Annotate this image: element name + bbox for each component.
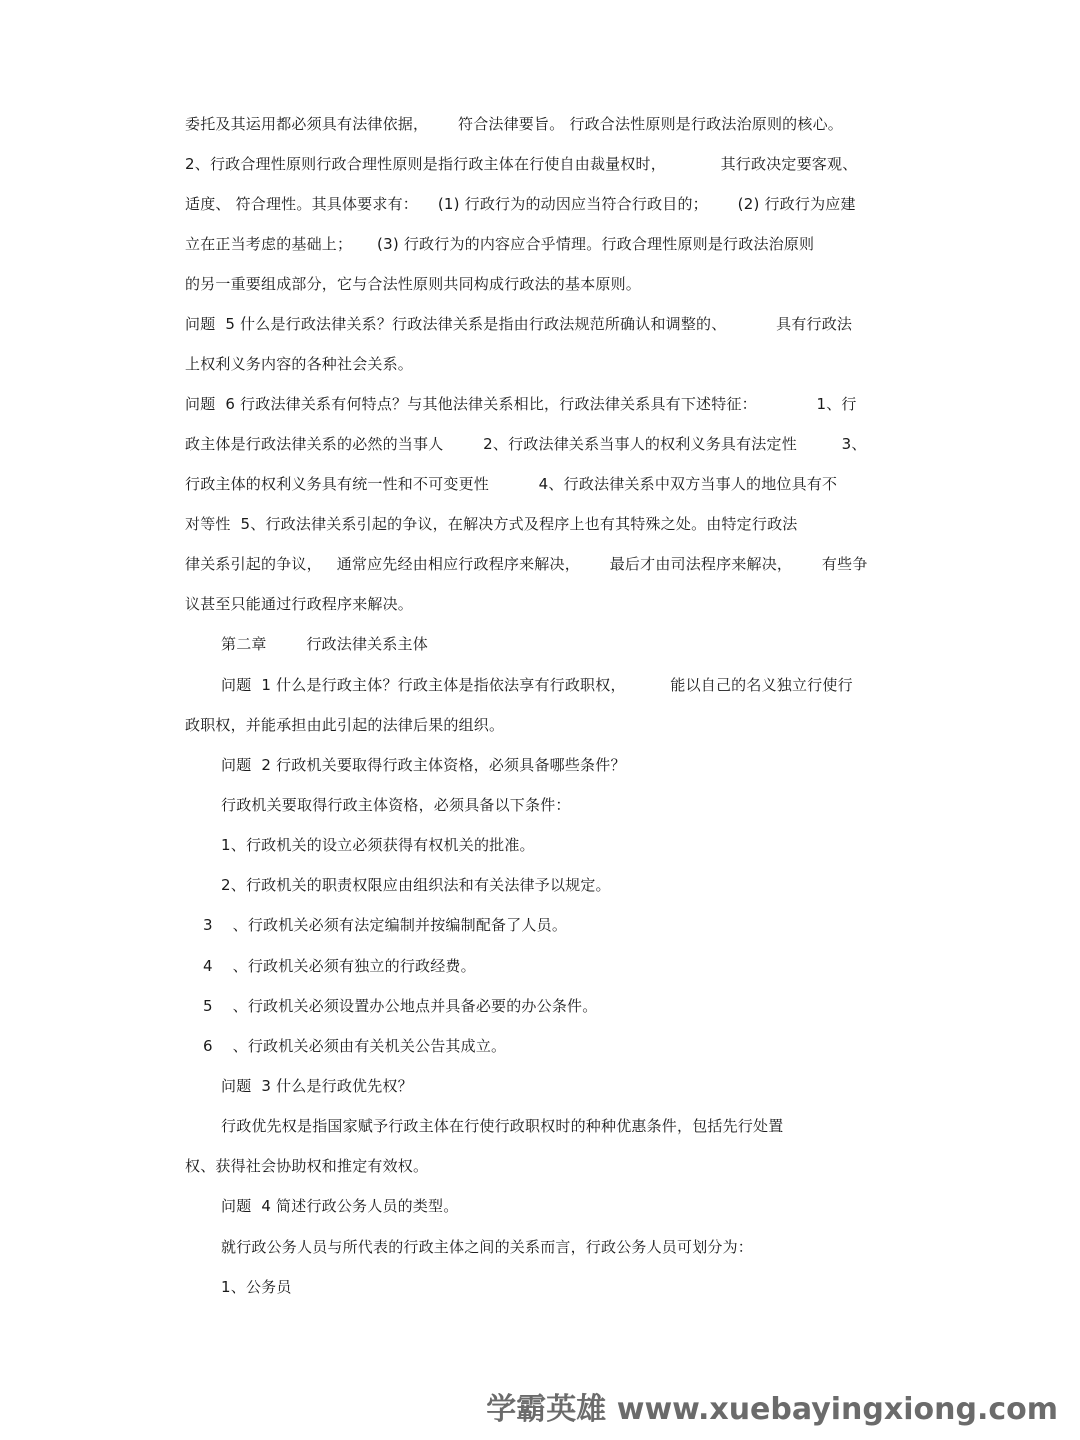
- list-item: 5 、行政机关必须设置办公地点并具备必要的办公条件。: [203, 997, 598, 1015]
- text-line: 问题 3 什么是行政优先权？: [221, 1077, 413, 1095]
- site-watermark: 学霸英雄 www.xuebayingxiong.com: [486, 1392, 1058, 1427]
- text-line: 议甚至只能通过行政程序来解决。: [185, 595, 414, 613]
- text-line: 委托及其运用都必须具有法律依据， 符合法律要旨。 行政合法性原则是行政法治原则的核心。: [185, 115, 843, 133]
- text-line: 对等性 5、行政法律关系引起的争议，在解决方式及程序上也有其特殊之处。由特定行政法: [185, 515, 798, 533]
- text-line: 行政主体的权利义务具有统一性和不可变更性 4、行政法律关系中双方当事人的地位具有不: [185, 475, 838, 493]
- text-line: 问题 4 简述行政公务人员的类型。: [221, 1197, 459, 1215]
- list-item: 6 、行政机关必须由有关机关公告其成立。: [203, 1037, 507, 1055]
- list-item: 1、公务员: [221, 1278, 292, 1296]
- text-line: 2、行政合理性原则行政合理性原则是指行政主体在行使自由裁量权时， 其行政决定要客观、: [185, 155, 858, 173]
- text-line: 政职权，并能承担由此引起的法律后果的组织。: [185, 716, 505, 734]
- list-item: 2、行政机关的职责权限应由组织法和有关法律予以规定。: [221, 876, 611, 894]
- list-item: 3 、行政机关必须有法定编制并按编制配备了人员。: [203, 916, 568, 934]
- list-item: 1、行政机关的设立必须获得有权机关的批准。: [221, 836, 535, 854]
- text-line: 律关系引起的争议， 通常应先经由相应行政程序来解决， 最后才由司法程序来解决， 有些争: [185, 555, 868, 573]
- text-line: 行政机关要取得行政主体资格，必须具备以下条件：: [221, 796, 571, 814]
- text-line: 政主体是行政法律关系的必然的当事人 2、行政法律关系当事人的权利义务具有法定性 3、: [185, 435, 867, 453]
- text-line: 就行政公务人员与所代表的行政主体之间的关系而言，行政公务人员可划分为：: [221, 1238, 754, 1256]
- text-line: 适度、 符合理性。其具体要求有： (1) 行政行为的动因应当符合行政目的； (2) 行政行为应建: [185, 195, 856, 213]
- text-line: 立在正当考虑的基础上； (3) 行政行为的内容应合乎情理。行政合理性原则是行政法治原则: [185, 235, 815, 253]
- text-line: 权、获得社会协助权和推定有效权。: [185, 1157, 429, 1175]
- text-line: 上权利义务内容的各种社会关系。: [185, 355, 414, 373]
- text-line: 的另一重要组成部分，它与合法性原则共同构成行政法的基本原则。: [185, 275, 642, 293]
- list-item: 4 、行政机关必须有独立的行政经费。: [203, 957, 476, 975]
- text-line: 问题 1 什么是行政主体？行政主体是指依法享有行政职权， 能以自己的名义独立行使行: [221, 676, 853, 694]
- chapter-heading: 第二章 行政法律关系主体: [221, 635, 428, 653]
- text-line: 问题 6 行政法律关系有何特点？与其他法律关系相比，行政法律关系具有下述特征： 1、行: [185, 395, 857, 413]
- text-line: 行政优先权是指国家赋予行政主体在行使行政职权时的种种优惠条件，包括先行处置: [221, 1117, 784, 1135]
- text-line: 问题 5 什么是行政法律关系？行政法律关系是指由行政法规范所确认和调整的、 具有行政法: [185, 315, 853, 333]
- text-line: 问题 2 行政机关要取得行政主体资格，必须具备哪些条件？: [221, 756, 626, 774]
